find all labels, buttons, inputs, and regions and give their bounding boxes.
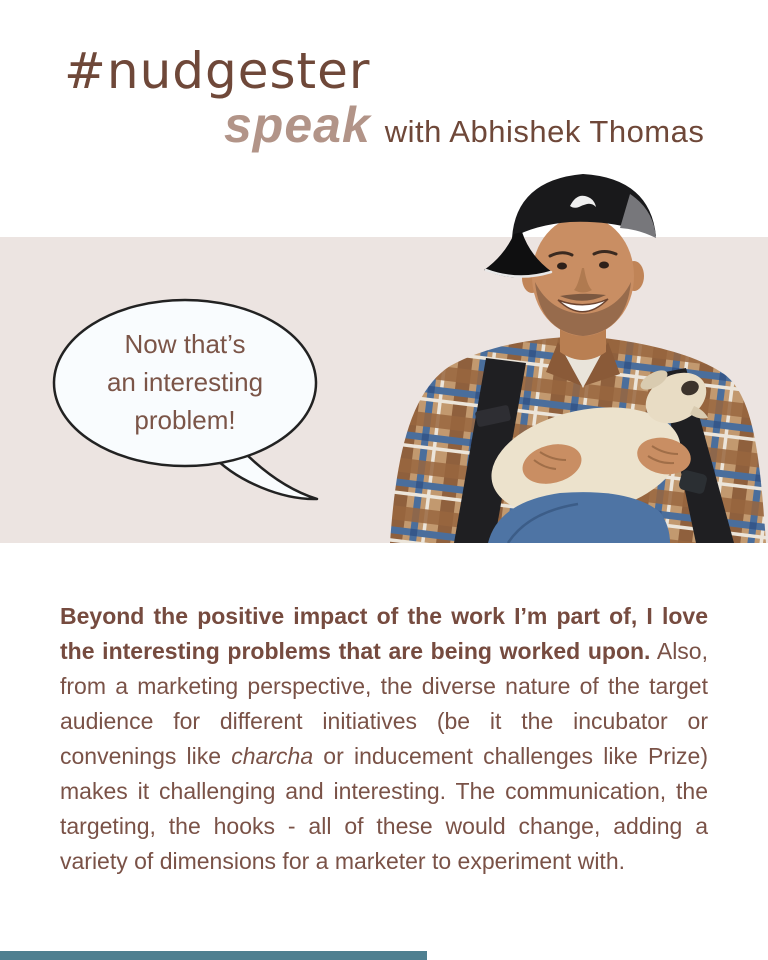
quote-bold-lead: Beyond the positive impact of the work I’m part of, I love the interesting problems that are being worked upon.	[60, 603, 708, 664]
header-subtitle-row	[224, 97, 724, 153]
quote-body-1: Also, from a marketing perspective, the diverse nature of the target audience for different initiatives (be it the incubator or convenings like	[60, 638, 708, 769]
title-subtitle: with Abhishek Thomas	[384, 114, 705, 149]
quote-italic-word: charcha	[231, 743, 314, 769]
bubble-line-2: an interesting	[106, 367, 264, 397]
quote-body-2: or inducement challenges like Prize) makes it challenging and interesting. The communication, the targeting, the hooks - all of these would change, adding a variety of dimensions for a marketer to experiment with.	[60, 743, 708, 874]
title-script-word: speak	[224, 97, 371, 153]
eye-right	[599, 262, 609, 269]
bubble-line-3: problem!	[134, 405, 236, 435]
speech-bubble-text	[60, 325, 310, 439]
header	[64, 42, 724, 153]
quote-paragraph	[60, 599, 708, 879]
bubble-line-1: Now that’s	[124, 329, 246, 359]
page-title: #nudgester	[64, 42, 371, 100]
portrait-photo	[338, 160, 768, 543]
accent-bar	[0, 951, 427, 960]
portrait-illustration	[338, 160, 768, 543]
eye-left	[557, 263, 567, 270]
